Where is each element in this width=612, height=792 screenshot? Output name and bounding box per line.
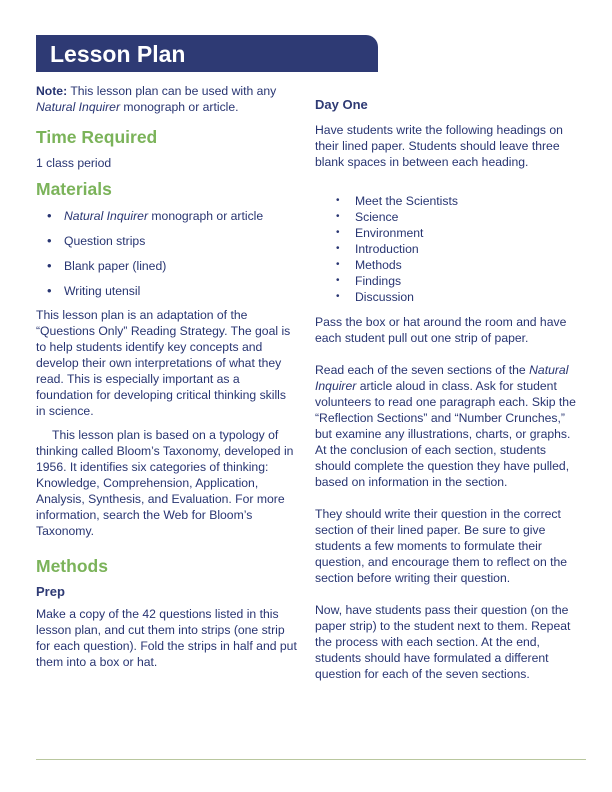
- list-item: • Methods: [315, 257, 581, 273]
- intro-paragraph: This lesson plan is based on a typology of thinking called Bloom’s Taxonomy, developed in 1956. It identifies six categories of thinking: Knowledge, Comprehension, Application, Analysis, Synthesis, and Evaluation. For more information, search the Web for Bloom’s Taxonomy.: [36, 428, 294, 538]
- headings-list: [315, 193, 581, 305]
- note-text-b: monograph or article.: [120, 100, 239, 114]
- materials-list: [36, 208, 298, 308]
- list-item: • Meet the Scientists: [315, 193, 581, 209]
- p3-italic: Natural Inquirer: [315, 363, 569, 393]
- right-column: [315, 96, 581, 682]
- note-label: Note:: [36, 84, 68, 98]
- p3-text-a: Read each of the seven sections of the: [315, 363, 530, 377]
- p3-text-b: article aloud in class. Ask for student volunteers to read one paragraph each. Skip the “Reflection Sections” and “Number Crunches,” but examine any illustrations, charts, or graphs. At the conclusion of each section, students should complete the question they have pulled, based on information in the section.: [315, 379, 576, 489]
- methods-heading: Methods: [36, 556, 108, 576]
- list-item: • Question strips: [36, 233, 298, 258]
- list-item: • Science: [315, 209, 581, 225]
- prep-text: Make a copy of the 42 questions listed in this lesson plan, and cut them into strips (one strip for each question). Fold the strips in half and put them into a box or hat.: [36, 607, 297, 669]
- day-one-paragraph: They should write their question in the correct section of their lined paper. Be sure to give students a few moments to formulate their question, and encourage them to reflect on the section before writing their question.: [315, 507, 568, 585]
- footer-divider: [36, 759, 586, 760]
- day-one-paragraph: Have students write the following headings on their lined paper. Students should leave three blank spaces in between each heading.: [315, 123, 563, 169]
- intro-paragraph: This lesson plan is an adaptation of the “Questions Only” Reading Strategy. The goal is to help students identify key concepts and develop their own interpretations of what they read. This is especially important as a foundation for developing critical thinking skills in science.: [36, 308, 291, 418]
- left-column: [36, 83, 298, 670]
- day-one-paragraph: Now, have students pass their question (on the paper strip) to the student next to them. Repeat the process with each section. At the end, students should have formulated a different question for each of the seven sections.: [315, 603, 571, 681]
- note-italic: Natural Inquirer: [36, 100, 120, 114]
- list-item: • Environment: [315, 225, 581, 241]
- day-one-heading: Day One: [315, 97, 368, 112]
- page-title: Lesson Plan: [50, 41, 186, 67]
- list-item: • Introduction: [315, 241, 581, 257]
- materials-item-text: monograph or article: [148, 209, 264, 223]
- day-one-paragraph: Pass the box or hat around the room and have each student pull out one strip of paper.: [315, 315, 567, 345]
- page-title-banner: [36, 35, 378, 72]
- time-required-value: 1 class period: [36, 156, 112, 170]
- list-item: • Writing utensil: [36, 283, 298, 308]
- materials-heading: Materials: [36, 179, 112, 199]
- list-item: • Findings: [315, 273, 581, 289]
- note-paragraph: [36, 83, 298, 115]
- list-item: • Discussion: [315, 289, 581, 305]
- list-item: [36, 208, 298, 233]
- prep-heading: Prep: [36, 584, 65, 599]
- list-item: • Blank paper (lined): [36, 258, 298, 283]
- day-one-paragraph: [315, 362, 581, 490]
- time-required-heading: Time Required: [36, 127, 158, 147]
- note-text-a: This lesson plan can be used with any: [67, 84, 277, 98]
- materials-item-italic: Natural Inquirer: [64, 209, 148, 223]
